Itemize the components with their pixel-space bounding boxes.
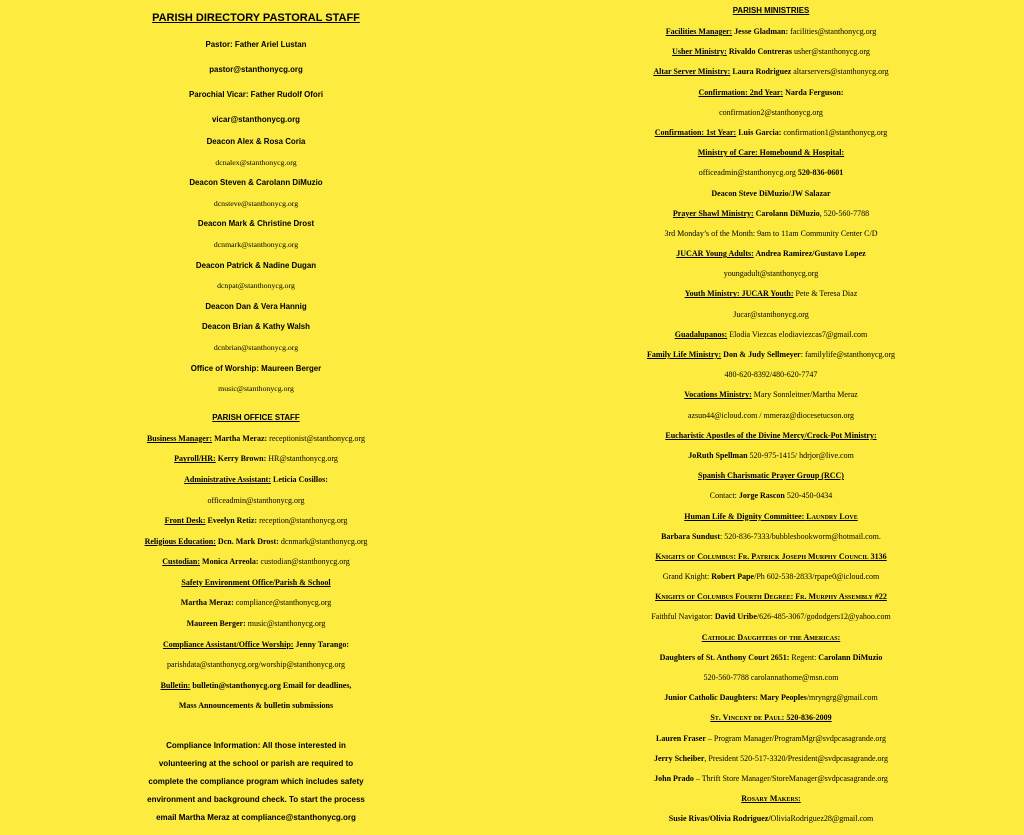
deacon-email[interactable]: dcnpat@stanthonycg.org xyxy=(217,281,295,291)
ministry-line xyxy=(522,547,1020,567)
ministry-line xyxy=(522,809,1020,829)
compliance-assistant-line xyxy=(0,635,512,656)
ministry-email[interactable]: Jucar@stanthonycg.org xyxy=(733,309,809,319)
ministry-email[interactable]: StoreManager@svdpcasagrande.org xyxy=(772,773,888,783)
ministry-contact-name: Carolann DiMuzio xyxy=(753,208,820,218)
front-desk-label: Front Desk: xyxy=(164,516,206,526)
ministry-contact-label: Contact: xyxy=(709,491,739,501)
ministry-contact-name: Andrea Ramirez/Gustavo Lopez xyxy=(753,249,866,259)
ministry-label: Spanish Charismatic Prayer Group (RCC) xyxy=(698,471,844,481)
ministry-label: Family Life Ministry: xyxy=(646,350,722,359)
ministry-email[interactable]: facilities@stanthonycg.org xyxy=(788,27,877,36)
payroll-email[interactable]: HR@stanthonycg.org xyxy=(266,454,338,464)
ministry-contact-name: JoRuth Spellman xyxy=(688,450,748,460)
ministry-role: – Program Manager/ xyxy=(705,733,775,743)
compliance-assistant-name: Jenny Tarango: xyxy=(293,639,350,649)
ministry-line xyxy=(522,769,1020,789)
ministry-label: Prayer Shawl Ministry: xyxy=(672,208,754,218)
deacon-name: Deacon Brian & Kathy Walsh xyxy=(201,322,310,332)
ministry-contact: 520-975-1415/ hdrjor@live.com xyxy=(747,450,854,460)
ministry-email[interactable]: officeadmin@stanthonycg.org xyxy=(698,168,796,178)
bulletin-text-2: Mass Announcements & bulletin submissions xyxy=(178,701,334,711)
front-desk-email[interactable]: reception@stanthonycg.org xyxy=(257,516,348,526)
admin-assistant-name: Leticia Cosillos: xyxy=(271,474,328,484)
deacon-name: Deacon Dan & Vera Hannig xyxy=(205,301,307,311)
ministry-email[interactable]: /mryngrg@gmail.com xyxy=(806,693,878,703)
ministry-contact-name: Rivaldo Contreras xyxy=(726,47,793,57)
business-manager-line xyxy=(0,429,512,450)
ministry-contact-name: Mary Sonnleitner/Martha Meraz xyxy=(751,390,858,400)
ministry-contact-label: Grand Knight: xyxy=(662,572,712,582)
worship-office-name: Office of Worship: Maureen Berger xyxy=(190,363,322,373)
ministry-contact-name: Barbara Sundust xyxy=(661,531,720,541)
ministry-contact: /Ph 602-538-2833/rpape0@icloud.com xyxy=(754,572,880,582)
custodian-label: Custodian: xyxy=(162,557,201,567)
ministry-contact-name: Jesse Gladman: xyxy=(732,27,789,36)
pastor-line: Pastor: Father Ariel Lustan xyxy=(205,40,307,49)
ministry-line xyxy=(522,143,1020,163)
ministry-line xyxy=(522,507,1020,527)
ministry-contact-name: Jorge Rascon xyxy=(738,491,785,501)
ministry-email[interactable]: confirmation2@stanthonycg.org xyxy=(719,107,823,117)
ministry-contact-name: Carolann DiMuzio xyxy=(818,652,883,662)
ministry-contact-name: Laura Rodriguez xyxy=(730,67,792,77)
ministry-label: Vocations Ministry: xyxy=(684,390,752,400)
compliance-info-line: environment and background check. To start the process xyxy=(147,795,365,805)
ministry-label: Usher Ministry: xyxy=(672,47,727,57)
ministry-line xyxy=(522,385,1020,405)
business-manager-name: Martha Meraz: xyxy=(212,433,268,443)
custodian-email[interactable]: custodian@stanthonycg.org xyxy=(258,557,350,567)
deacon-name: Deacon Alex & Rosa Coria xyxy=(206,137,306,146)
ministry-email[interactable]: ProgramMgr@svdpcasagrande.org xyxy=(774,733,886,743)
vicar-email[interactable]: vicar@stanthonycg.org xyxy=(212,115,300,124)
ministry-line xyxy=(522,789,1020,809)
ministry-label: Rosary Makers: xyxy=(741,794,801,804)
safety-contact-line xyxy=(0,593,512,614)
ministry-phone: , 520-560-7788 xyxy=(819,208,870,218)
ministry-email[interactable]: : familylife@stanthonycg.org xyxy=(800,350,896,359)
deacon-name: Deacon Steven & Carolann DiMuzio xyxy=(189,178,323,188)
front-desk-name: Eveelyn Retiz: xyxy=(205,516,258,526)
bulletin-text: bulletin@stanthonycg.org Email for deadlines, xyxy=(190,680,352,690)
ministry-line xyxy=(522,446,1020,466)
deacon-name: Deacon Patrick & Nadine Dugan xyxy=(195,260,317,270)
safety-contact-email[interactable]: music@stanthonycg.org xyxy=(245,619,326,629)
ministry-email[interactable]: azsun44@icloud.com / mmeraz@diocesetucson.org xyxy=(687,410,855,420)
ministry-line xyxy=(522,466,1020,486)
ministry-label: Ministry of Care: Homebound & Hospital: xyxy=(697,148,845,158)
ministry-contact-name: Junior Catholic Daughters: Mary Peoples xyxy=(664,693,807,703)
compliance-assistant-label: Compliance Assistant/Office Worship: xyxy=(162,639,294,649)
ministry-phone: 480-620-8392/480-620-7747 xyxy=(724,370,818,380)
bulletin-line xyxy=(0,676,512,697)
ministry-contact: 520-560-7788 carolannathome@msn.com xyxy=(703,673,839,682)
ministry-email[interactable]: altarservers@stanthonycg.org xyxy=(791,67,889,77)
ministry-contact-name: David Uribe xyxy=(714,612,757,622)
ministry-label: Confirmation: 1st Year: xyxy=(654,127,737,137)
safety-contact-name: Martha Meraz: xyxy=(180,598,234,608)
ministry-line xyxy=(522,749,1020,769)
business-manager-label: Business Manager: xyxy=(146,433,213,443)
ministry-line xyxy=(522,708,1020,728)
vicar-line: Parochial Vicar: Father Rudolf Ofori xyxy=(188,90,324,99)
worship-office-email[interactable]: music@stanthonycg.org xyxy=(218,384,294,394)
compliance-info-line: complete the compliance program which includes safety xyxy=(148,777,364,787)
ministry-line xyxy=(522,284,1020,304)
religious-education-label: Religious Education: xyxy=(144,536,216,546)
ministry-label: Youth Ministry: JUCAR Youth: xyxy=(684,289,794,299)
left-column xyxy=(0,0,512,827)
religious-education-line xyxy=(0,532,512,553)
front-desk-line xyxy=(0,511,512,532)
safety-contact-name: Maureen Berger: xyxy=(186,619,246,629)
ministry-line xyxy=(522,345,1020,365)
ministry-contact-name: Robert Pape xyxy=(711,572,755,582)
ministry-phone: 520-836-0601 xyxy=(795,168,844,178)
ministry-email[interactable]: youngadult@stanthonycg.org xyxy=(723,269,819,279)
ministry-email[interactable]: OliviaRodriguez28@gmail.com xyxy=(770,814,874,824)
ministry-contact-name: Susie Rivas/Olivia Rodriguez/ xyxy=(668,814,771,824)
ministry-line xyxy=(522,123,1020,143)
ministry-email[interactable]: President@svdpcasagrande.org xyxy=(787,753,889,763)
compliance-assistant-email[interactable]: parishdata@stanthonycg.org/worship@stanthonycg.org xyxy=(167,660,345,670)
deacon-email[interactable]: dcnsteve@stanthonycg.org xyxy=(213,198,299,208)
ministry-line xyxy=(522,83,1020,103)
ministry-contact: /626-485-3067/gododgers12@yahoo.com xyxy=(756,612,891,622)
ministry-label: JUCAR Young Adults: xyxy=(676,249,754,259)
custodian-line xyxy=(0,552,512,573)
ministry-contact-name: Pete & Teresa Diaz xyxy=(793,289,858,299)
ministry-schedule: 3rd Monday’s of the Month: 9am to 11am Community Center C/D xyxy=(664,228,878,238)
admin-assistant-label: Administrative Assistant: xyxy=(184,474,271,484)
pastor-email[interactable]: pastor@stanthonycg.org xyxy=(209,65,303,74)
ministry-line xyxy=(522,426,1020,446)
ministry-line xyxy=(522,486,1020,506)
safety-office-label: Safety Environment Office/Parish & School xyxy=(181,577,331,587)
ministry-contact-label: Regent: xyxy=(789,652,819,662)
compliance-info-block xyxy=(0,737,512,827)
ministry-role: – Thrift Store Manager/ xyxy=(693,773,772,783)
ministry-contact-name: Don & Judy Sellmeyer xyxy=(721,350,801,359)
ministry-email[interactable]: usher@stanthonycg.org xyxy=(792,47,870,57)
ministry-contact-name: Lauren Fraser xyxy=(656,733,706,743)
bulletin-label: Bulletin: xyxy=(160,680,191,690)
ministry-line xyxy=(522,163,1020,183)
right-column xyxy=(522,0,1020,830)
deacon-email[interactable]: dcnbrian@stanthonycg.org xyxy=(213,342,299,352)
business-manager-email[interactable]: receptionist@stanthonycg.org xyxy=(267,433,366,443)
ministry-label: St. Vincent de Paul: 520-836-2009 xyxy=(710,713,832,723)
ministry-line xyxy=(522,42,1020,62)
payroll-name: Kerry Brown: xyxy=(215,454,267,464)
ministry-label: Altar Server Ministry: xyxy=(653,67,731,77)
ministry-label-sc: Laundry Love xyxy=(806,511,858,521)
ministry-email[interactable]: confirmation1@stanthonycg.org xyxy=(781,127,888,137)
ministry-label: Facilities Manager: xyxy=(665,27,733,36)
safety-office-line xyxy=(0,573,512,594)
ministry-phone: 520-450-0434 xyxy=(784,491,833,501)
custodian-name: Monica Arreola: xyxy=(200,557,259,567)
ministries-heading: PARISH MINISTRIES xyxy=(732,6,810,15)
compliance-info-line: email Martha Meraz at compliance@stanthonycg.org xyxy=(156,813,356,823)
bulletin-line-2 xyxy=(0,696,512,717)
ministry-line xyxy=(522,184,1020,204)
ministry-line xyxy=(522,244,1020,264)
ministry-label: Guadalupanos: xyxy=(674,329,728,339)
ministry-label: Eucharistic Apostles of the Divine Mercy/Crock-Pot Ministry: xyxy=(665,430,877,440)
admin-assistant-line xyxy=(0,470,512,491)
ministry-court: Daughters of St. Anthony Court 2651: xyxy=(659,652,790,662)
deacon-email[interactable]: dcnmark@stanthonycg.org xyxy=(213,239,299,249)
ministry-label: Knights of Columbus: Fr. Patrick Joseph Murphy Council 3136 xyxy=(655,551,887,561)
ministry-line xyxy=(522,587,1020,607)
deacon-name: Deacon Mark & Christine Drost xyxy=(197,219,315,229)
ministry-contact-name: Deacon Steve DiMuzio/JW Salazar xyxy=(711,188,831,198)
deacon-email[interactable]: dcnalex@stanthonycg.org xyxy=(215,157,297,167)
ministry-line xyxy=(522,628,1020,648)
ministry-label: Knights of Columbus Fourth Degree: Fr. Murphy Assembly #22 xyxy=(655,592,887,602)
payroll-line xyxy=(0,449,512,470)
ministry-label: Catholic Daughters of the Americas: xyxy=(701,632,841,642)
ministry-line xyxy=(522,527,1020,547)
compliance-info-line: Compliance Information: All those interested in xyxy=(166,741,346,751)
ministry-contact: Elodia Viezcas elodiaviezcas7@gmail.com xyxy=(727,329,868,339)
safety-contact-email[interactable]: compliance@stanthonycg.org xyxy=(233,598,332,608)
ministry-contact-label: Faithful Navigator: xyxy=(651,612,715,622)
ministry-line xyxy=(522,729,1020,749)
compliance-info-line: volunteering at the school or parish are required to xyxy=(158,759,354,769)
ministry-contact-name: Luis Garcia: xyxy=(736,127,782,137)
ministry-line xyxy=(522,62,1020,82)
ministry-label: Confirmation: 2nd Year: xyxy=(698,87,784,97)
ministry-line xyxy=(522,648,1020,668)
religious-education-email[interactable]: dcnmark@stanthonycg.org xyxy=(278,536,368,546)
ministry-contact-name: Jerry Scheiber xyxy=(653,753,705,763)
ministry-contact: : 520-836-7333/bubblesbookworm@hotmail.com. xyxy=(720,531,881,541)
office-staff-heading: PARISH OFFICE STAFF xyxy=(212,412,300,422)
ministry-line xyxy=(522,325,1020,345)
ministry-line xyxy=(522,204,1020,224)
ministry-line xyxy=(522,22,1020,42)
ministry-line xyxy=(522,607,1020,627)
ministry-line xyxy=(522,688,1020,708)
religious-education-name: Dcn. Mark Drost: xyxy=(215,536,279,546)
ministry-line xyxy=(522,567,1020,587)
ministry-contact-name: John Prado xyxy=(654,773,694,783)
admin-assistant-email[interactable]: officeadmin@stanthonycg.org xyxy=(207,495,305,505)
safety-contact-line xyxy=(0,614,512,635)
pastoral-staff-heading: PARISH DIRECTORY PASTORAL STAFF xyxy=(152,12,360,24)
ministry-label: Human Life & Dignity Committee: xyxy=(684,511,807,521)
ministry-role: , President 520-517-3320/ xyxy=(704,753,788,763)
payroll-label: Payroll/HR: xyxy=(174,454,216,464)
ministry-contact-name: Narda Ferguson: xyxy=(783,87,844,97)
